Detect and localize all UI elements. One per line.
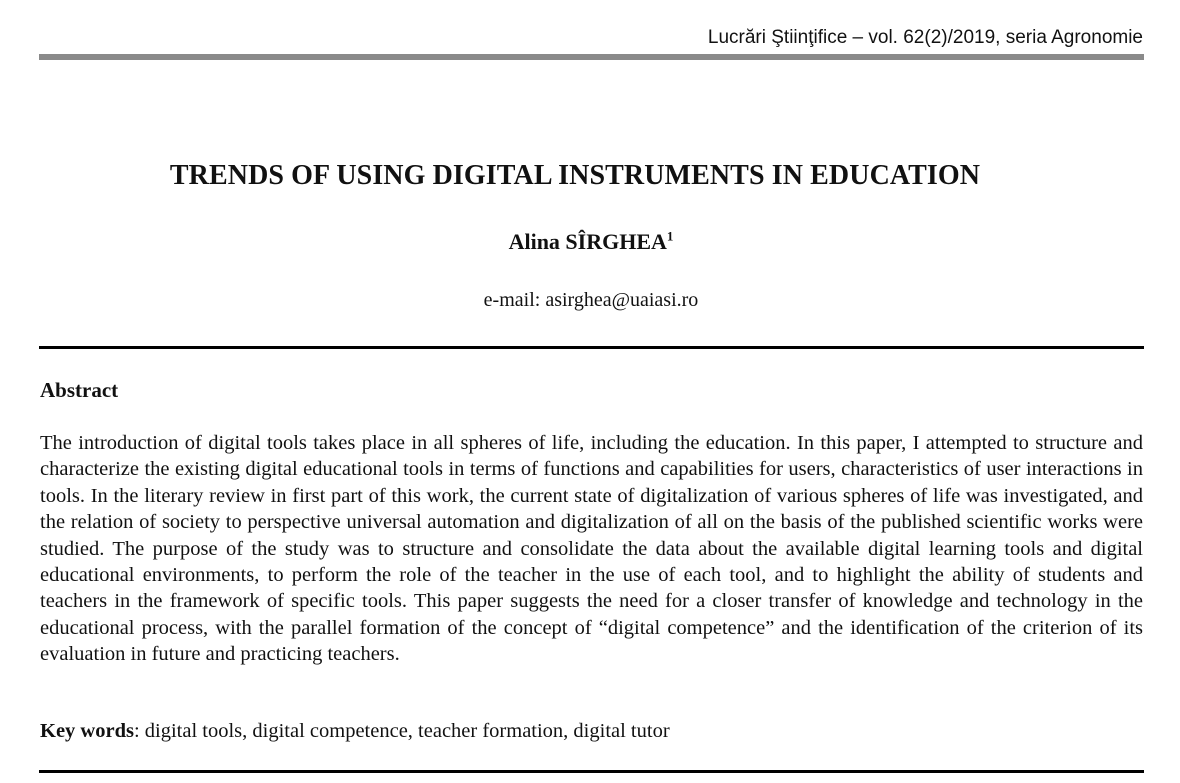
- abstract-body: The introduction of digital tools takes place in all spheres of life, including the education. In this paper, I attempted to structure and characterize the existing digital educational tools in terms of functions and capabilities for users, characteristics of user interactions in tools. In the literary review in first part of this work, the current state of digitalization of various spheres of life was investigated, and the relation of society to perspective universal automation and digitalization of all on the basis of the published scientific works were studied. The purpose of the study was to structure and consolidate the data about the available digital learning tools and digital educational environments, to perform the role of the teacher in the use of each tool, and to highlight the ability of students and teachers in the framework of specific tools. This paper suggests the need for a closer transfer of knowledge and technology in the educational process, with the parallel formation of the concept of “digital competence” and the identification of the criterion of its evaluation in future and practicing teachers.: [40, 432, 1143, 666]
- keywords-separator: :: [133, 720, 145, 742]
- author-email: e-mail: asirghea@uaiasi.ro: [483, 289, 699, 311]
- paper-title: TRENDS OF USING DIGITAL INSTRUMENTS IN EDUCATION: [169, 160, 981, 191]
- abstract-top-rule: [39, 346, 1144, 349]
- keywords-line: [40, 720, 670, 743]
- header-rule: [39, 54, 1144, 60]
- running-header: Lucrări Ştiinţifice – vol. 62(2)/2019, seria Agronomie: [707, 27, 1143, 48]
- author-line: [0, 229, 1180, 255]
- affiliation-mark: 1: [666, 228, 674, 244]
- keywords-label: Key words: [40, 720, 134, 742]
- author-name: Alina SÎRGHEA: [508, 229, 667, 254]
- abstract-bottom-rule: [39, 770, 1144, 773]
- abstract-heading: Abstract: [40, 378, 119, 402]
- keywords-value: digital tools, digital competence, teacher formation, digital tutor: [144, 720, 670, 742]
